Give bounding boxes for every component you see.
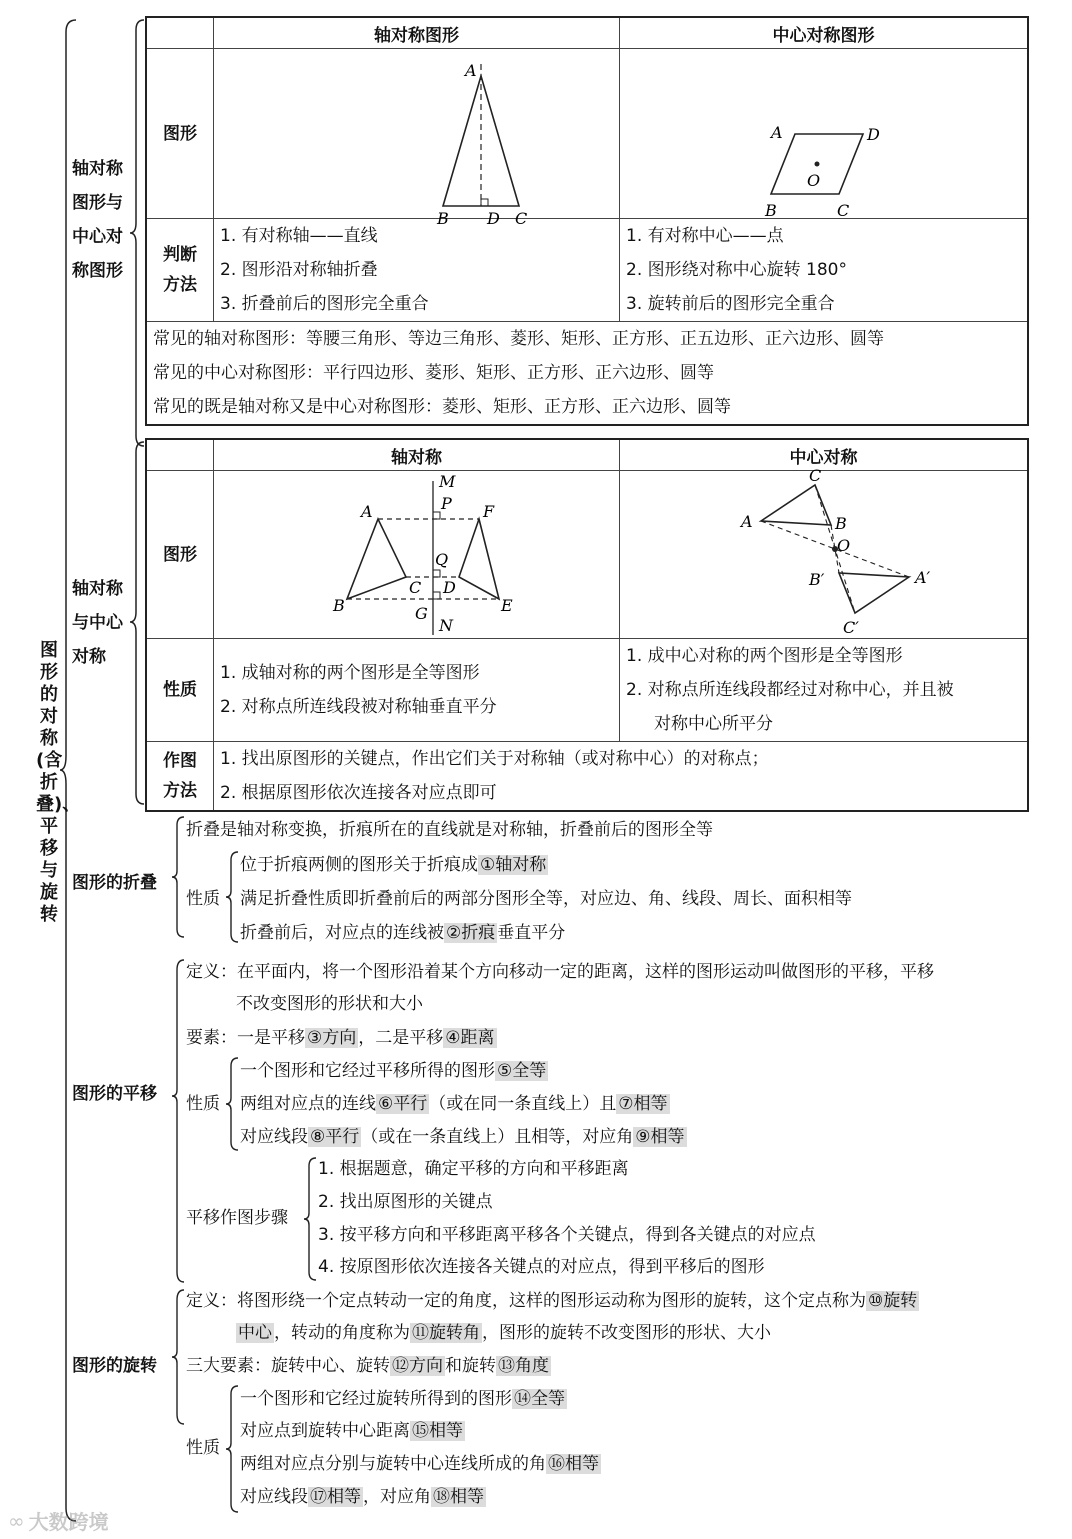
- rotate-title: 图形的旋转: [72, 1356, 157, 1376]
- translate-p1: [240, 1054, 548, 1088]
- label-b: B: [436, 208, 449, 228]
- translate-elements: [186, 1021, 497, 1055]
- translate-p3-mid: （或在一条直线上）且相等，对应角: [361, 1127, 634, 1147]
- sec2-row-method: [146, 742, 214, 812]
- label-b-prime: B′: [808, 569, 824, 589]
- sec1-center-figure-cell: [620, 49, 1029, 219]
- rotate-prop-brace: [226, 1384, 240, 1514]
- label-c: C: [408, 577, 421, 597]
- label-o: O: [806, 170, 820, 190]
- prop-center-line: 2. 对称点所连线段都经过对称中心，并且被: [626, 680, 954, 700]
- common-line: 常见的轴对称图形：等腰三角形、等边三角形、菱形、矩形、正方形、正五边形、正六边形、圆等: [153, 329, 884, 349]
- fold-line1: 折叠是轴对称变换，折痕所在的直线就是对称轴，折叠前后的图形全等: [186, 820, 713, 840]
- label-e: E: [500, 595, 513, 615]
- label-b: B: [332, 595, 345, 615]
- sec1-judge-axis: [214, 219, 620, 322]
- label-c: C: [836, 200, 849, 220]
- rotate-def-mid: ，转动的角度称为: [274, 1323, 410, 1343]
- sec2-row-method-label: 作图方法: [163, 751, 197, 801]
- prop-axis-line: 1. 成轴对称的两个图形是全等图形: [220, 663, 480, 683]
- label-d: D: [866, 124, 880, 144]
- prop-center-line: 1. 成中心对称的两个图形是全等图形: [626, 646, 903, 666]
- rotate-def: [186, 1284, 919, 1318]
- fold-answer-1: ①轴对称: [480, 855, 547, 875]
- translate-prop-label: 性质: [186, 1094, 220, 1114]
- main-title: 图形的对称(含折叠)、平移与旋转: [36, 640, 81, 925]
- translate-step: 4. 按原图形依次连接各关键点的对应点，得到平移后的图形: [318, 1257, 765, 1277]
- axis-symmetry-figure: [227, 473, 607, 637]
- sec2-table: [145, 438, 1029, 812]
- rotate-brace: [172, 1288, 186, 1426]
- sec1-title: 轴对称图形与中心对称图形: [72, 159, 123, 281]
- watermark-icon: ∞: [8, 1508, 25, 1533]
- judge-axis-line: 3. 折叠前后的图形完全重合: [220, 294, 429, 314]
- label-a: A: [740, 511, 753, 531]
- label-n: N: [438, 615, 453, 635]
- sec2-prop-axis: [214, 639, 620, 742]
- translate-answer-8: ⑧平行: [310, 1127, 360, 1147]
- fold-p2: 满足折叠性质即折叠前后的两部分图形全等，对应边、角、线段、周长、面积相等: [240, 889, 852, 909]
- prop-center-line: 对称中心所平分: [654, 714, 773, 734]
- rotate-answer-10: ⑩旋转: [868, 1291, 918, 1311]
- sec1-col-axis: 轴对称图形: [214, 17, 620, 49]
- translate-answer-4: ④距离: [445, 1028, 495, 1048]
- rotate-p3-text: 两组对应点分别与旋转中心连线所成的角: [240, 1454, 546, 1474]
- method-line: 2. 根据原图形依次连接各对应点即可: [220, 783, 497, 803]
- judge-center-line: 3. 旋转前后的图形完全重合: [626, 294, 835, 314]
- rotate-p2: [240, 1414, 465, 1448]
- label-b: B: [834, 513, 847, 533]
- sec1-judge-center: [620, 219, 1029, 322]
- fold-title: 图形的折叠: [72, 873, 157, 893]
- sec2-row-figure: 图形: [146, 471, 214, 639]
- rotate-three-text: 三大要素：旋转中心、旋转: [186, 1356, 390, 1376]
- rotate-answer-11: ⑪旋转角: [412, 1323, 480, 1343]
- sec2-col-center: 中心对称: [620, 439, 1029, 471]
- translate-p1-text: 一个图形和它经过平移所得的图形: [240, 1061, 495, 1081]
- fold-p3-tail: 垂直平分: [497, 923, 566, 943]
- fold-prop-brace: [226, 850, 240, 944]
- judge-center-line: 2. 图形绕对称中心旋转 180°: [626, 260, 847, 280]
- rotate-answer-17: ⑰相等: [310, 1487, 361, 1507]
- sec2-title: 轴对称与中心对称: [72, 579, 123, 667]
- judge-axis-line: 1. 有对称轴——直线: [220, 226, 378, 246]
- rotate-prop-label: 性质: [186, 1438, 220, 1458]
- rotate-p1: [240, 1382, 567, 1416]
- rotate-def-text: 定义：将图形绕一个定点转动一定的角度，这样的图形运动称为图形的旋转，这个定点称为: [186, 1291, 866, 1311]
- rotate-answer-13: ⑬角度: [498, 1356, 549, 1376]
- label-f: F: [482, 501, 494, 521]
- sec2-center-figure-cell: [620, 465, 1029, 639]
- rotate-answer-12: ⑫方向: [392, 1356, 443, 1376]
- watermark-text: 大数跨境: [28, 1510, 109, 1534]
- sec2-method: [214, 742, 1029, 812]
- translate-title: 图形的平移: [72, 1084, 157, 1104]
- judge-axis-line: 2. 图形沿对称轴折叠: [220, 260, 378, 280]
- rotate-three: [186, 1349, 551, 1383]
- sec1-col-center: 中心对称图形: [620, 17, 1029, 49]
- label-d: D: [486, 208, 500, 228]
- fold-p1: [240, 848, 548, 882]
- rotate-def-tail: ，图形的旋转不改变图形的形状、大小: [482, 1323, 771, 1343]
- rotate-p4-text: 对应线段: [240, 1487, 308, 1507]
- rotate-p4: [240, 1480, 486, 1514]
- sec1-table: [145, 16, 1029, 426]
- translate-brace: [172, 958, 186, 1284]
- label-c: C: [514, 208, 527, 228]
- translate-answer-6: ⑥平行: [378, 1094, 428, 1114]
- translate-p3: [240, 1120, 687, 1154]
- method-line: 1. 找出原图形的关键点，作出它们关于对称轴（或对称中心）的对称点；: [220, 749, 769, 769]
- fold-answer-2: ②折痕: [446, 923, 496, 943]
- label-c-prime: C′: [842, 617, 859, 637]
- sec2-axis-figure-cell: [214, 471, 620, 639]
- translate-prop-brace: [226, 1056, 240, 1152]
- translate-p2-mid: （或在同一条直线上）且: [429, 1094, 617, 1114]
- translate-answer-3: ③方向: [307, 1028, 357, 1048]
- rotate-three-mid: 和旋转: [445, 1356, 496, 1376]
- translate-answer-9: ⑨相等: [635, 1127, 685, 1147]
- label-a-prime: A′: [914, 567, 930, 587]
- center-symmetry-figure: [629, 465, 1019, 637]
- translate-step: 1. 根据题意，确定平移的方向和平移距离: [318, 1159, 629, 1179]
- sec1-row-figure: 图形: [146, 49, 214, 219]
- label-c: C: [808, 465, 821, 485]
- translate-steps-brace: [304, 1156, 318, 1282]
- sec1-row-judge: [146, 219, 214, 322]
- sec2-col-axis: 轴对称: [214, 439, 620, 471]
- label-o: O: [836, 535, 850, 555]
- label-g: G: [414, 603, 428, 623]
- fold-p1-text: 位于折痕两侧的图形关于折痕成: [240, 855, 478, 875]
- translate-p2: [240, 1087, 670, 1121]
- prop-axis-line: 2. 对称点所连线段被对称轴垂直平分: [220, 697, 497, 717]
- judge-center-line: 1. 有对称中心——点: [626, 226, 784, 246]
- translate-def2: 不改变图形的形状和大小: [236, 994, 423, 1014]
- fold-p3-text: 折叠前后，对应点的连线被: [240, 923, 444, 943]
- rotate-def2: [236, 1316, 771, 1350]
- translate-p3-text: 对应线段: [240, 1127, 308, 1147]
- label-a: A: [360, 501, 373, 521]
- label-d: D: [442, 577, 456, 597]
- translate-elem-mid: ，二是平移: [358, 1028, 444, 1048]
- rotate-answer-10-cont: 中心: [238, 1323, 272, 1343]
- isosceles-triangle-figure: [227, 54, 607, 228]
- common-line: 常见的中心对称图形：平行四边形、菱形、矩形、正方形、正六边形、圆等: [153, 363, 714, 383]
- parallelogram-figure: [629, 54, 1019, 220]
- label-a: A: [464, 60, 477, 80]
- sec1-common: [146, 322, 1028, 426]
- translate-step: 3. 按平移方向和平移距离平移各个关键点，得到各关键点的对应点: [318, 1225, 816, 1245]
- translate-elem-text: 要素：一是平移: [186, 1028, 305, 1048]
- label-p: P: [440, 493, 452, 513]
- rotate-p4-mid: ，对应角: [363, 1487, 431, 1507]
- common-line: 常见的既是轴对称又是中心对称图形：菱形、矩形、正方形、正六边形、圆等: [153, 397, 731, 417]
- translate-p2-text: 两组对应点的连线: [240, 1094, 376, 1114]
- rotate-answer-14: ⑭全等: [514, 1389, 565, 1409]
- rotate-p1-text: 一个图形和它经过旋转所得到的图形: [240, 1389, 512, 1409]
- translate-answer-7: ⑦相等: [618, 1094, 668, 1114]
- rotate-answer-18: ⑱相等: [433, 1487, 484, 1507]
- fold-brace: [172, 815, 186, 939]
- rotate-answer-15: ⑮相等: [412, 1421, 463, 1441]
- label-m: M: [438, 471, 455, 491]
- rotate-p3: [240, 1447, 601, 1481]
- translate-def1: 定义：在平面内，将一个图形沿着某个方向移动一定的距离，这样的图形运动叫做图形的平移，平移: [186, 962, 934, 982]
- watermark: [8, 1506, 109, 1535]
- rotate-p2-text: 对应点到旋转中心距离: [240, 1421, 410, 1441]
- rotate-answer-16: ⑯相等: [548, 1454, 599, 1474]
- translate-steps-label: 平移作图步骤: [186, 1208, 288, 1228]
- sec1-axis-figure-cell: [214, 49, 620, 228]
- fold-p3: [240, 916, 565, 950]
- translate-step: 2. 找出原图形的关键点: [318, 1192, 493, 1212]
- label-a: A: [770, 122, 783, 142]
- fold-prop-label: 性质: [186, 889, 220, 909]
- sec2-row-prop: 性质: [146, 639, 214, 742]
- label-b: B: [764, 200, 777, 220]
- sec2-prop-center: [620, 639, 1029, 742]
- sec1-row-judge-label: 判断方法: [163, 245, 197, 295]
- label-q: Q: [434, 549, 448, 569]
- translate-answer-5: ⑤全等: [497, 1061, 547, 1081]
